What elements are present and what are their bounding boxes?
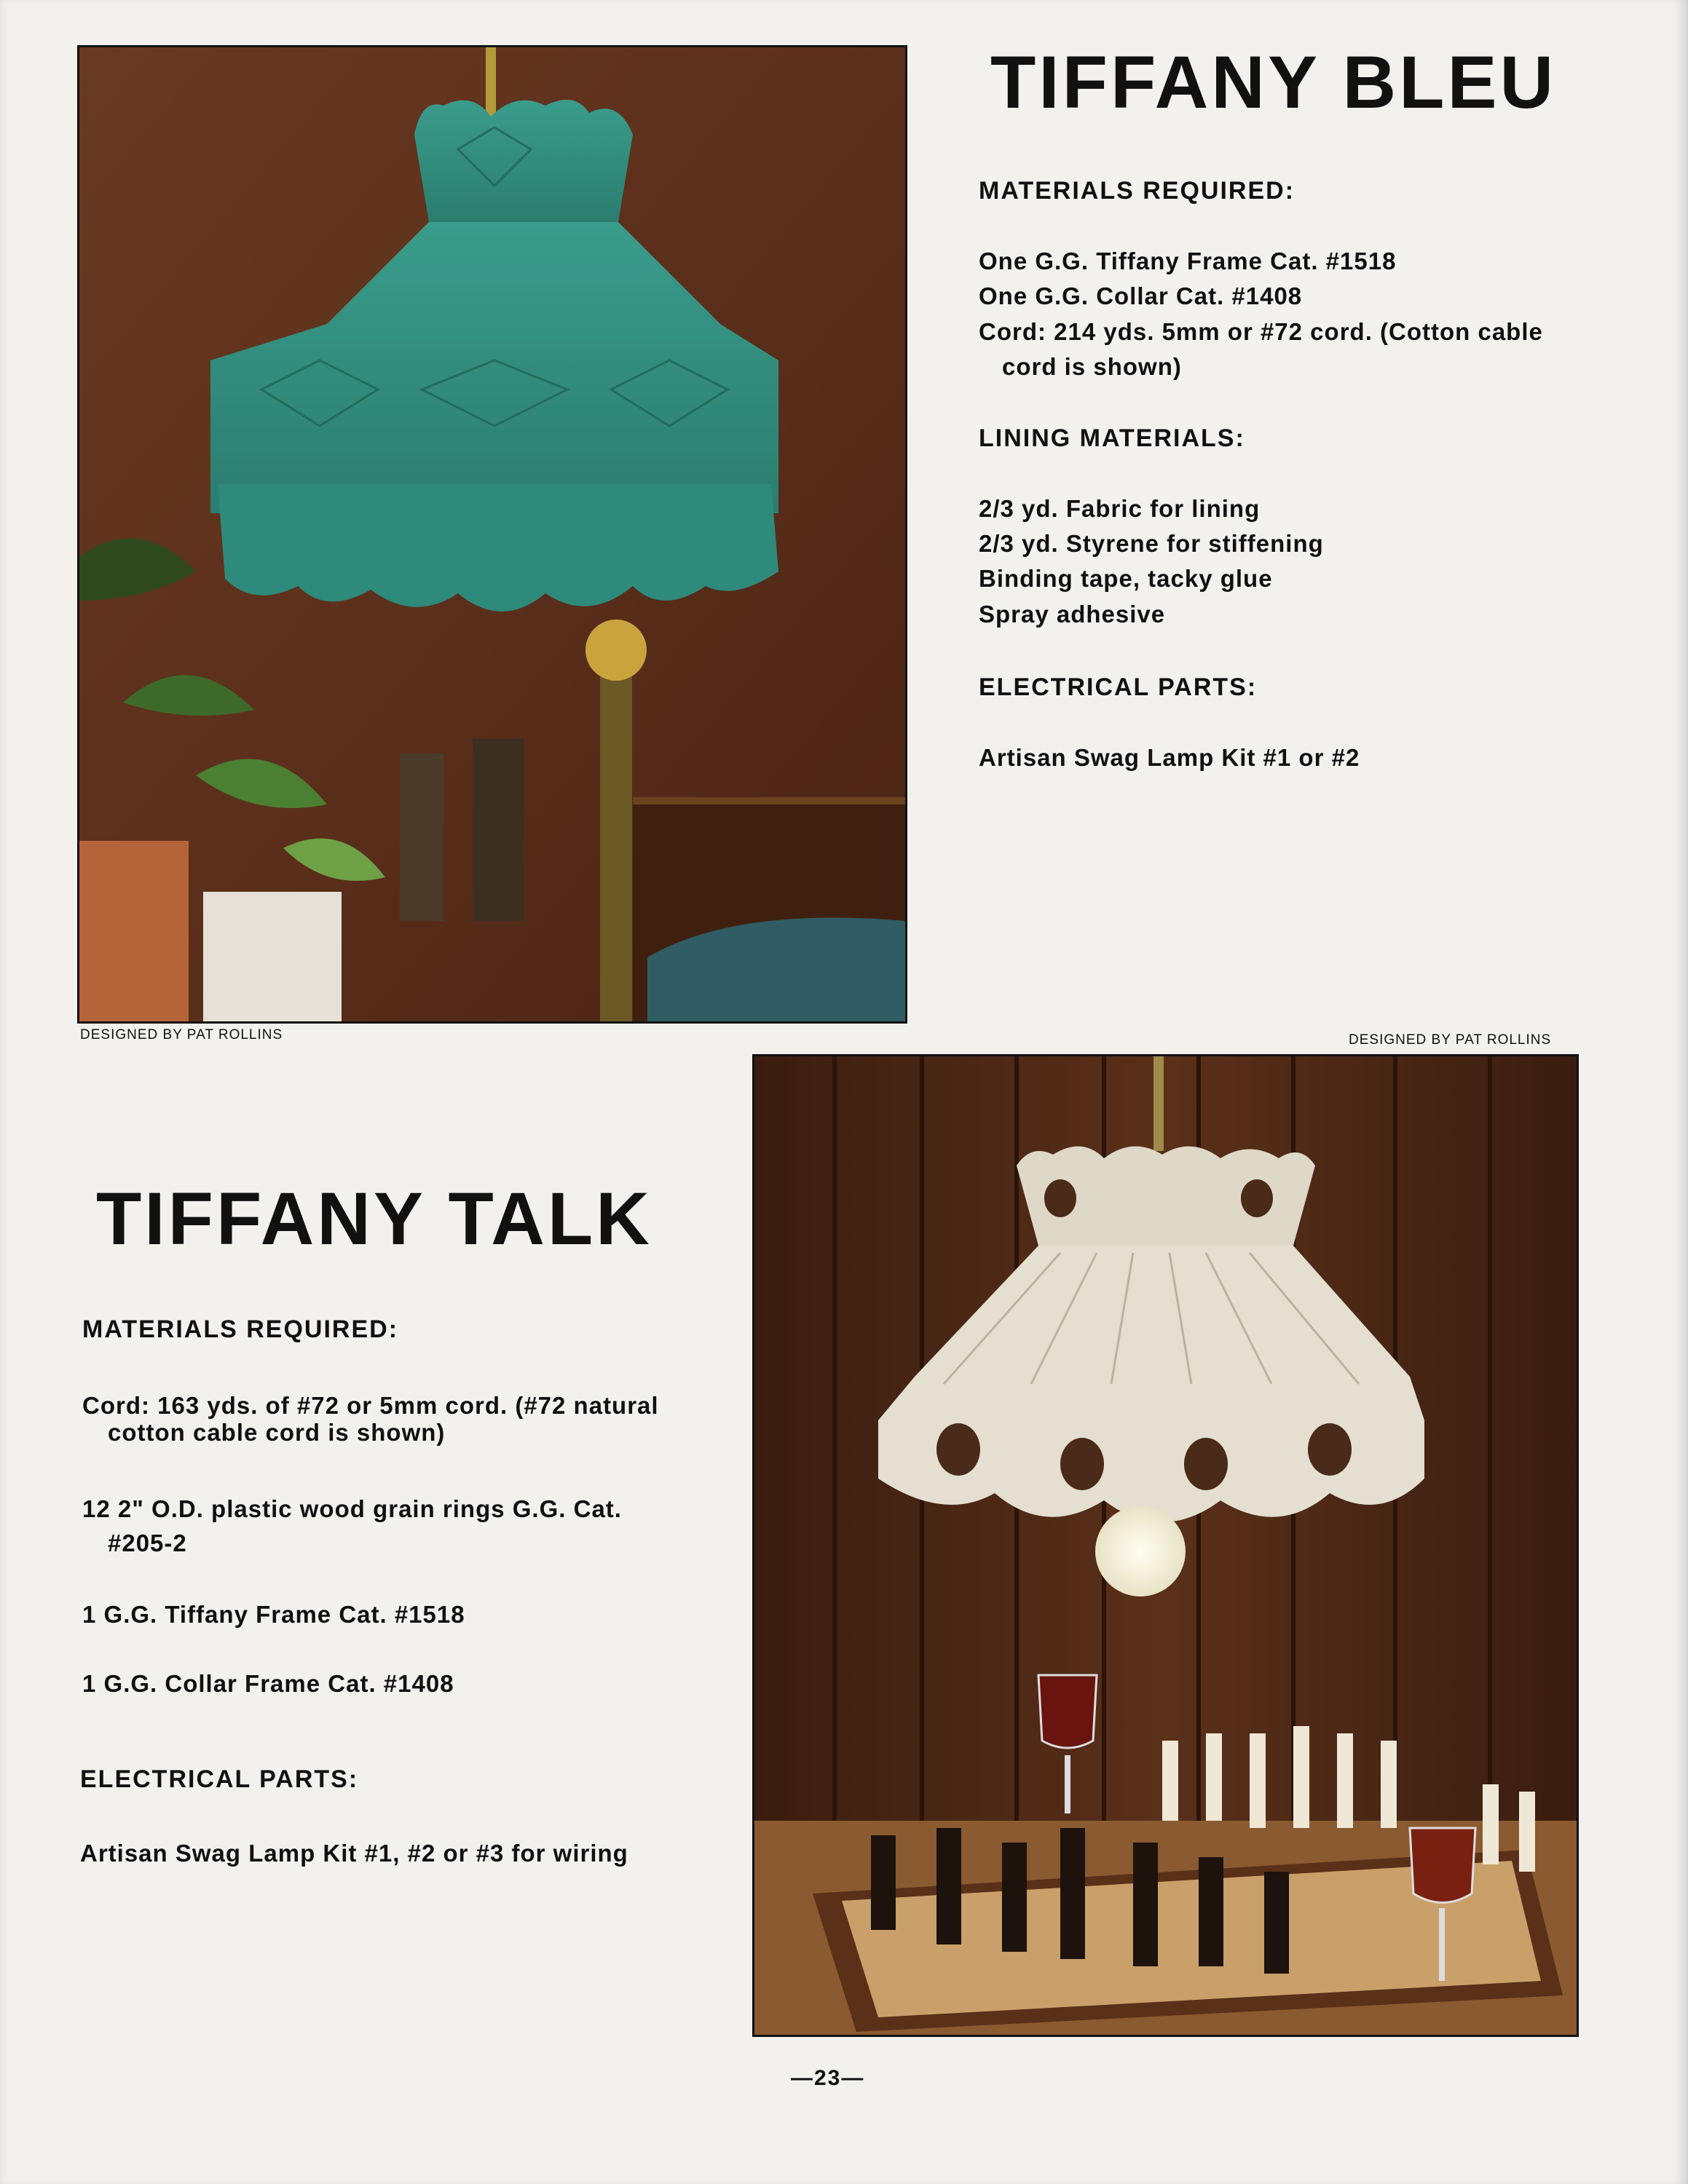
tiffany-bleu-electrical: Artisan Swag Lamp Kit #1 or #2	[979, 744, 1360, 771]
tiffany-bleu-material-2: One G.G. Collar Cat. #1408	[979, 282, 1303, 309]
tiffany-talk-electrical: Artisan Swag Lamp Kit #1, #2 or #3 for wiring	[80, 1840, 628, 1867]
tiffany-bleu-lining-1: 2/3 yd. Fabric for lining	[979, 495, 1261, 522]
tiffany-bleu-credit: DESIGNED BY PAT ROLLINS	[80, 1027, 283, 1042]
tiffany-bleu-photo	[77, 45, 907, 1024]
tiffany-bleu-material-1: One G.G. Tiffany Frame Cat. #1518	[979, 248, 1397, 274]
tiffany-bleu-electrical-heading: ELECTRICAL PARTS:	[979, 673, 1258, 701]
tiffany-bleu-materials-heading: MATERIALS REQUIRED:	[979, 177, 1295, 205]
tiffany-bleu-material-4: cord is shown)	[1002, 353, 1182, 380]
tiffany-talk-materials-heading: MATERIALS REQUIRED:	[82, 1315, 399, 1343]
tiffany-bleu-lining-heading: LINING MATERIALS:	[979, 424, 1245, 452]
tiffany-bleu-lining-4: Spray adhesive	[979, 601, 1166, 628]
tiffany-bleu-lining-2: 2/3 yd. Styrene for stiffening	[979, 530, 1324, 557]
tiffany-talk-photo	[752, 1054, 1579, 2037]
tiffany-talk-cord-1: Cord: 163 yds. of #72 or 5mm cord. (#72 natural	[82, 1392, 659, 1419]
tiffany-talk-credit: DESIGNED BY PAT ROLLINS	[1349, 1032, 1552, 1048]
tiffany-talk-collar: 1 G.G. Collar Frame Cat. #1408	[82, 1670, 454, 1697]
tiffany-bleu-material-3: Cord: 214 yds. 5mm or #72 cord. (Cotton cable	[979, 318, 1543, 345]
tiffany-talk-title: TIFFANY TALK	[96, 1177, 652, 1260]
tiffany-talk-rings-1: 12 2" O.D. plastic wood grain rings G.G. Cat.	[82, 1495, 622, 1522]
tiffany-bleu-title: TIFFANY BLEU	[990, 41, 1557, 124]
tiffany-talk-electrical-heading: ELECTRICAL PARTS:	[80, 1765, 359, 1793]
tiffany-talk-rings-2: #205-2	[108, 1530, 187, 1556]
tiffany-talk-cord-2: cotton cable cord is shown)	[108, 1419, 446, 1446]
tiffany-talk-frame: 1 G.G. Tiffany Frame Cat. #1518	[82, 1601, 465, 1628]
page-number: —23—	[791, 2066, 865, 2090]
tiffany-bleu-lining-3: Binding tape, tacky glue	[979, 565, 1273, 592]
